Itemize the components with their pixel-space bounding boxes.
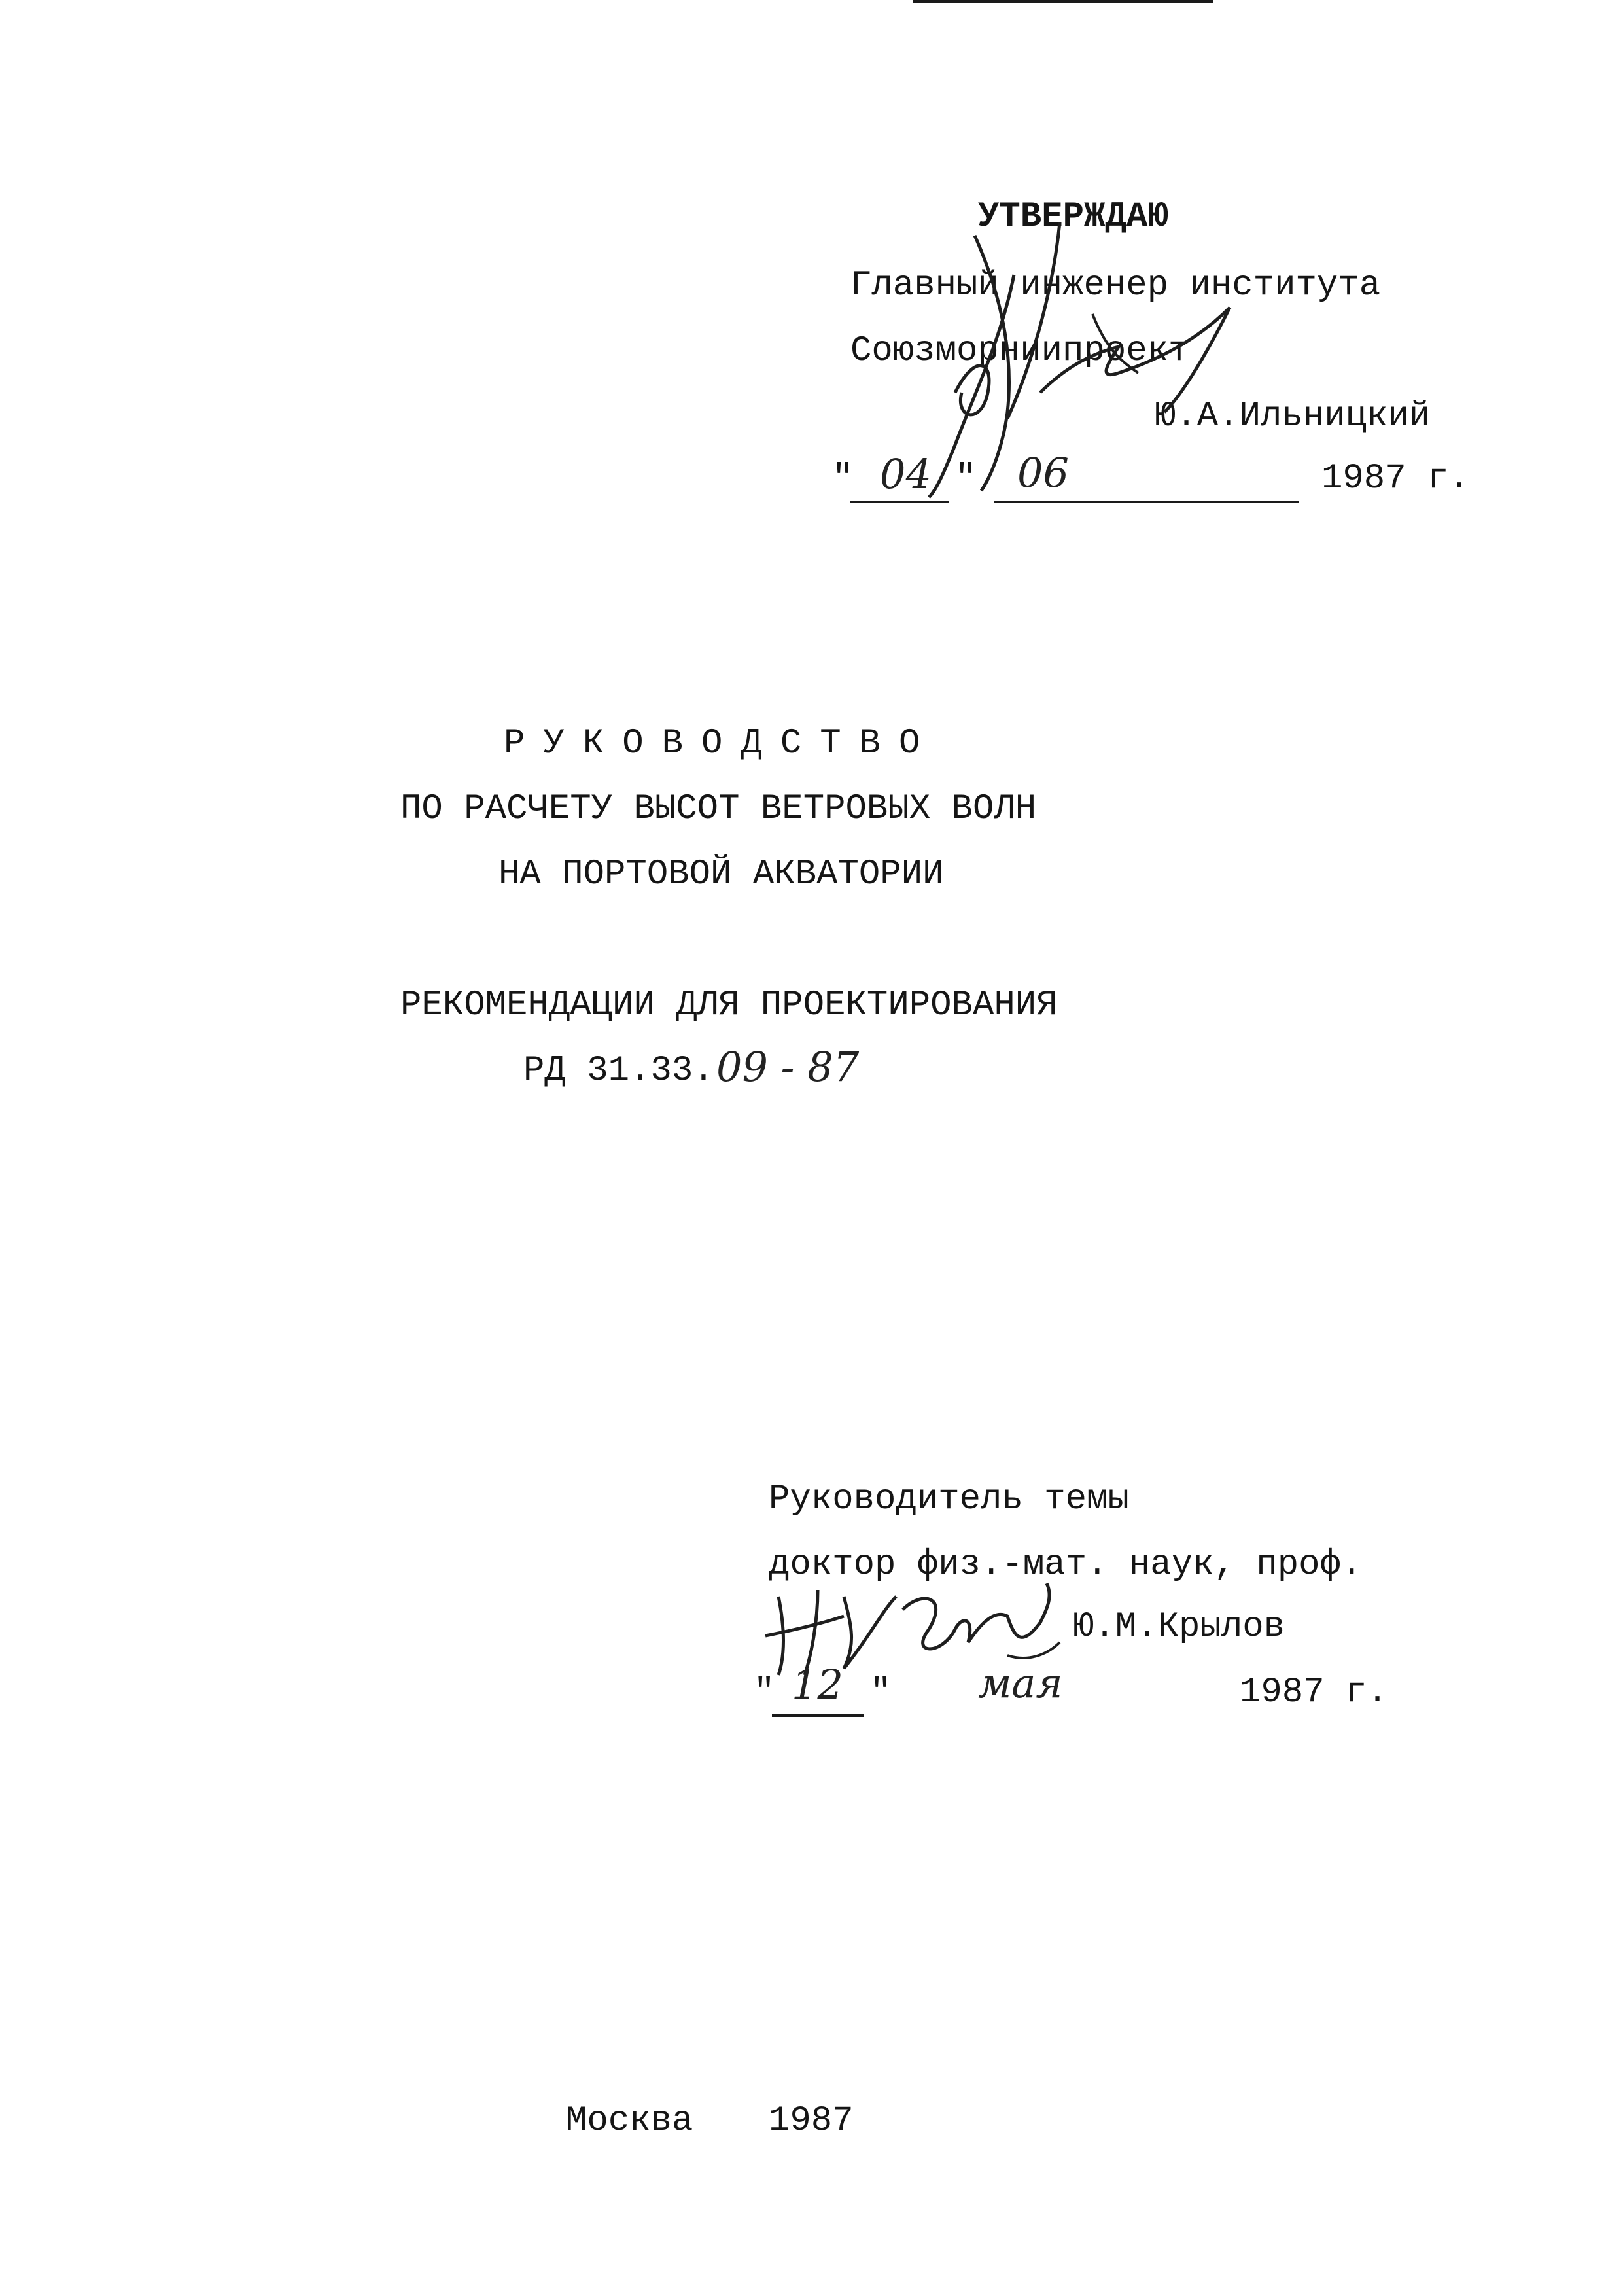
document-subtitle-line2: НА ПОРТОВОЙ АКВАТОРИИ bbox=[498, 855, 944, 894]
document-code-prefix: РД 31.33. bbox=[523, 1051, 714, 1091]
author-date-mid-quote: " bbox=[870, 1672, 892, 1712]
approval-date-year: 1987 г. bbox=[1321, 459, 1470, 499]
author-date-day: 12 bbox=[792, 1661, 843, 1708]
author-role: Руководитель темы bbox=[769, 1479, 1129, 1519]
author-date-year: 1987 г. bbox=[1240, 1672, 1388, 1712]
approval-heading: УТВЕРЖДАЮ bbox=[978, 197, 1169, 237]
document-subtitle-line1: ПО РАСЧЕТУ ВЫСОТ ВЕТРОВЫХ ВОЛН bbox=[400, 789, 1037, 829]
approval-date-day-line bbox=[850, 501, 949, 503]
author-date-day-line bbox=[772, 1714, 864, 1717]
document-title: РУКОВОДСТВО bbox=[504, 724, 939, 764]
approval-signatory: Ю.А.Ильницкий bbox=[1155, 397, 1431, 436]
approval-date-month: 06 bbox=[1017, 449, 1069, 497]
document-code-handwritten: 09 - 87 bbox=[716, 1043, 860, 1091]
author-date-open-quote: " bbox=[754, 1672, 775, 1712]
author-signatory: Ю.М.Крылов bbox=[1073, 1607, 1285, 1647]
footer-year: 1987 bbox=[769, 2101, 854, 2141]
approval-date-open-quote: " bbox=[832, 459, 854, 499]
author-date-month-line bbox=[913, 0, 1213, 3]
author-degree: доктор физ.-мат. наук, проф. bbox=[769, 1545, 1363, 1585]
approval-date-mid-quote: " bbox=[955, 459, 977, 499]
approval-position: Главный инженер института bbox=[850, 266, 1381, 306]
approval-date-day: 04 bbox=[880, 450, 932, 498]
author-date-month: мая bbox=[978, 1659, 1063, 1707]
approval-institute: Союзморниипроект bbox=[850, 331, 1190, 371]
footer-city: Москва bbox=[566, 2101, 693, 2141]
approval-date-month-line bbox=[994, 501, 1299, 503]
recommendation-label: РЕКОМЕНДАЦИИ ДЛЯ ПРОЕКТИРОВАНИЯ bbox=[400, 985, 1058, 1025]
